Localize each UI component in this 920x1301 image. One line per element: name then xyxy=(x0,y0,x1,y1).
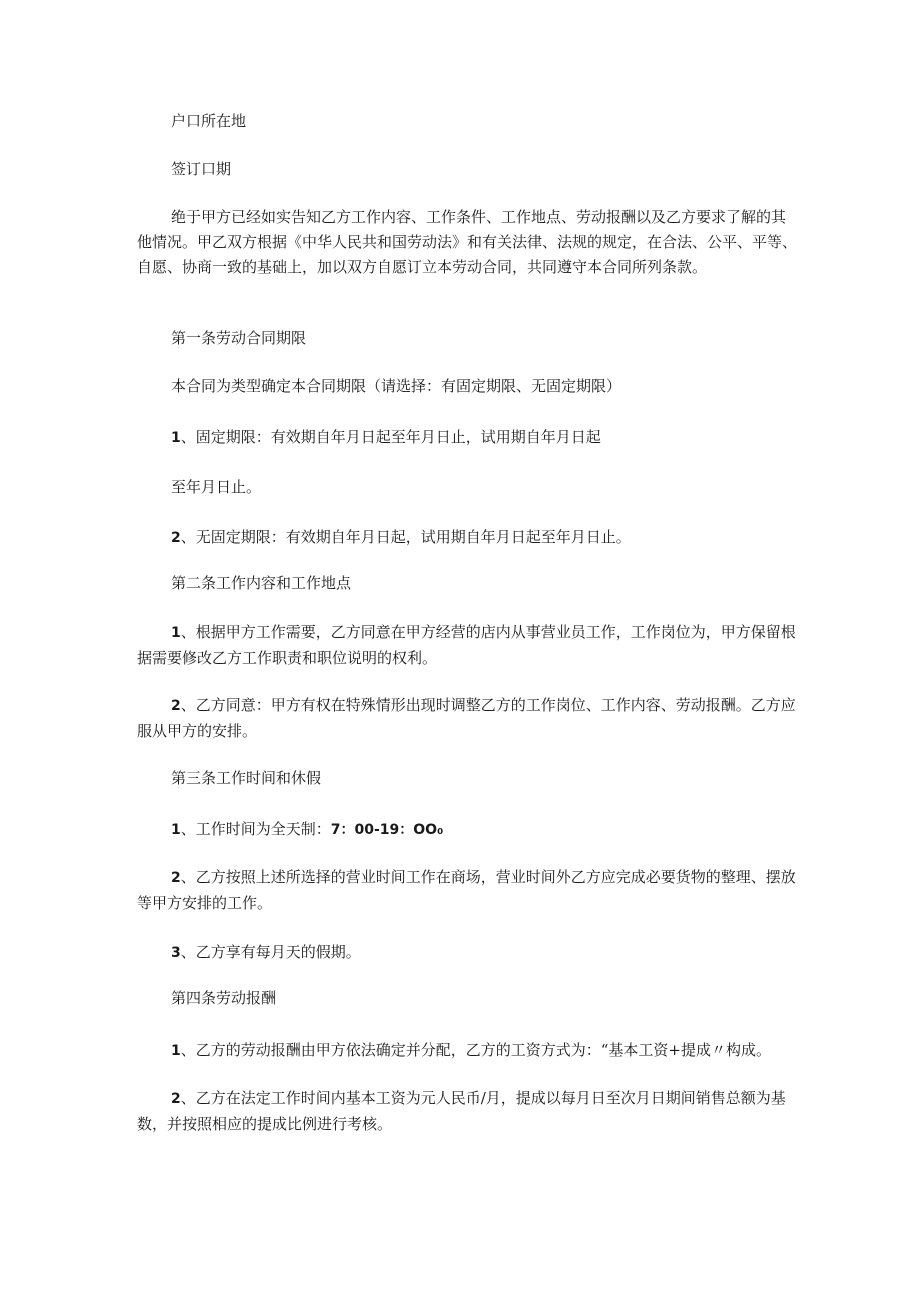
registered-residence-line: 户口所在地 xyxy=(171,112,247,130)
article-2-clause-1: 1、根据甲方工作需要，乙方同意在甲方经营的店内从事营业员工作，工作岗位为，甲方保留根据需要修改乙方工作职责和职位说明的权利。 xyxy=(137,623,796,667)
working-hours-value: 7：00-19：OO₀ xyxy=(330,822,444,838)
signing-date-line: 签订口期 xyxy=(171,160,232,178)
preamble-paragraph: 绝于甲方已经如实告知乙方工作内容、工作条件、工作地点、劳动报酬以及乙方要求了解的其他情况。甲乙双方根据《中华人民共和国劳动法》和有关法律、法规的规定，在合法、公平、平等、自愿、协商一致的基础上，加以双方自愿订立本劳动合同，共同遵守本合同所列条款。 xyxy=(137,208,798,276)
article-2-heading: 第二条工作内容和工作地点 xyxy=(171,574,352,592)
contract-type-line: 本合同为类型确定本合同期限（请选择：有固定期限、无固定期限） xyxy=(171,377,622,395)
article-4-clause-2: 2、乙方在法定工作时间内基本工资为元人民币/月，提成以每月日至次月日期间销售总额为基数，并按照相应的提成比例进行考核。 xyxy=(137,1089,786,1133)
fixed-term-continuation: 至年月日止。 xyxy=(171,478,262,496)
article-3-clause-1: 1、工作时间为全天制：7：00-19：OO₀ xyxy=(171,820,444,838)
article-1-heading: 第一条劳动合同期限 xyxy=(171,329,307,347)
article-3-clause-2: 2、乙方按照上述所选择的营业时间工作在商场，营业时间外乙方应完成必要货物的整理、摆放等甲方安排的工作。 xyxy=(137,868,796,912)
article-2-clause-2: 2、乙方同意：甲方有权在特殊情形出现时调整乙方的工作岗位、工作内容、劳动报酬。乙方应服从甲方的安排。 xyxy=(137,696,796,740)
article-3-clause-3: 3、乙方享有每月天的假期。 xyxy=(171,943,361,961)
article-3-heading: 第三条工作时间和休假 xyxy=(171,769,322,787)
fixed-term-clause: 1、固定期限：有效期自年月日起至年月日止，试用期自年月日起 xyxy=(171,428,601,446)
article-4-heading: 第四条劳动报酬 xyxy=(171,989,277,1007)
article-4-clause-1: 1、乙方的劳动报酬由甲方依法确定并分配，乙方的工资方式为：“基本工资+提成〃构成。 xyxy=(171,1041,771,1059)
open-term-clause: 2、无固定期限：有效期自年月日起，试用期自年月日起至年月日止。 xyxy=(171,528,631,546)
